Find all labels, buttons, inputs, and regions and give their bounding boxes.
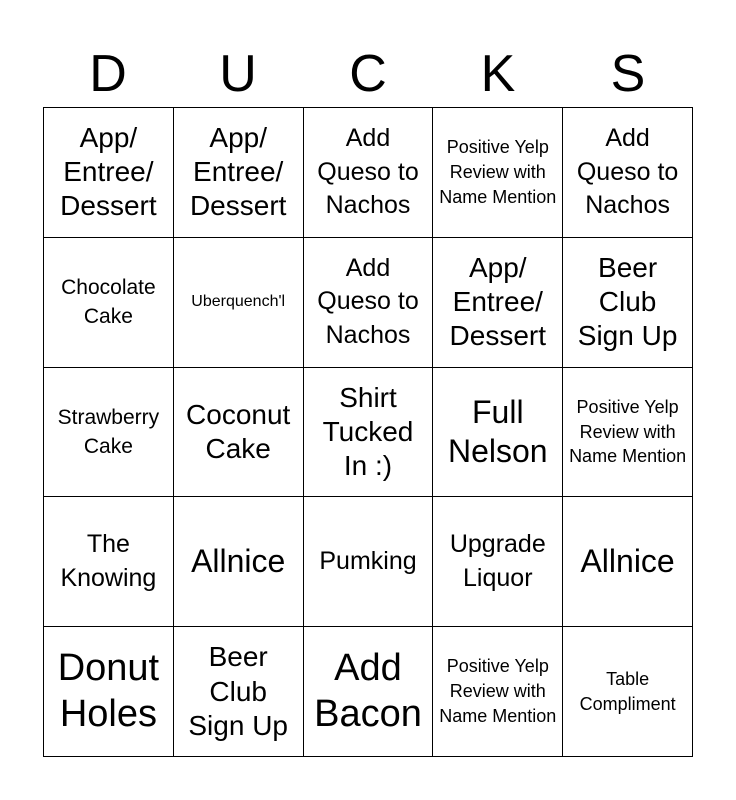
header-letter-s: S	[610, 45, 646, 103]
bingo-cell-text: Positive Yelp Review with Name Mention	[439, 137, 557, 207]
bingo-cell[interactable]	[433, 368, 563, 498]
bingo-cell-text: Add Bacon	[314, 647, 422, 735]
bingo-cell-text: Add Queso to Nachos	[576, 123, 679, 220]
bingo-cell[interactable]	[44, 627, 174, 757]
bingo-cell-text: Coconut Cake	[186, 398, 291, 464]
bingo-cell-text: App/ Entree/ Dessert	[189, 122, 287, 222]
bingo-cell[interactable]	[174, 627, 304, 757]
bingo-cell[interactable]	[563, 108, 693, 238]
bingo-cell-text: Positive Yelp Review with Name Mention	[569, 396, 687, 467]
bingo-board	[43, 107, 693, 757]
bingo-cell[interactable]	[44, 108, 174, 238]
bingo-cell-text: Allnice	[191, 543, 286, 580]
bingo-cell[interactable]	[433, 627, 563, 757]
bingo-cell-text: Positive Yelp Review with Name Mention	[439, 656, 557, 726]
header-letter-k: K	[480, 45, 516, 103]
bingo-cell[interactable]	[563, 368, 693, 498]
bingo-cell-text: Beer Club Sign Up	[577, 251, 678, 352]
bingo-cell-text: Add Queso to Nachos	[317, 123, 419, 220]
bingo-header	[43, 40, 693, 108]
bingo-cell[interactable]	[433, 108, 563, 238]
bingo-cell[interactable]	[174, 497, 304, 627]
bingo-cell-text: Add Queso to Nachos	[317, 253, 419, 350]
header-letter-c: C	[349, 45, 387, 103]
bingo-cell[interactable]	[174, 108, 304, 238]
bingo-cell[interactable]	[304, 497, 434, 627]
bingo-cell-text: Strawberry Cake	[57, 405, 160, 458]
bingo-cell-text: Table Compliment	[579, 668, 676, 714]
bingo-cell-text: Chocolate Cake	[61, 275, 156, 329]
bingo-cell-text: Beer Club Sign Up	[188, 641, 288, 741]
bingo-cell-text: The Knowing	[60, 530, 157, 592]
bingo-cell-text: Shirt Tucked In :)	[322, 381, 414, 482]
bingo-cell[interactable]	[174, 238, 304, 368]
bingo-cell-text: Uberquench'l	[191, 292, 286, 310]
bingo-cell[interactable]	[174, 368, 304, 498]
bingo-cell-text: Pumking	[319, 546, 417, 575]
bingo-cell[interactable]	[44, 368, 174, 498]
bingo-cell-text: Full Nelson	[447, 393, 548, 469]
bingo-cell-text: Allnice	[580, 543, 675, 580]
bingo-cell[interactable]	[304, 108, 434, 238]
bingo-cell[interactable]	[304, 627, 434, 757]
bingo-cell-text: App/ Entree/ Dessert	[449, 251, 547, 352]
bingo-cell[interactable]	[44, 497, 174, 627]
bingo-cell-text: Donut Holes	[57, 647, 160, 735]
header-letter-d: D	[89, 45, 127, 103]
bingo-cell-text: Upgrade Liquor	[449, 530, 546, 592]
bingo-cell[interactable]	[304, 238, 434, 368]
bingo-cell[interactable]	[44, 238, 174, 368]
bingo-cell[interactable]	[563, 627, 693, 757]
bingo-cell[interactable]	[563, 238, 693, 368]
bingo-cell[interactable]	[563, 497, 693, 627]
header-letter-u: U	[219, 45, 257, 103]
bingo-cell-text: App/ Entree/ Dessert	[60, 122, 157, 222]
bingo-cell[interactable]	[433, 497, 563, 627]
bingo-cell[interactable]	[304, 368, 434, 498]
bingo-cell[interactable]	[433, 238, 563, 368]
